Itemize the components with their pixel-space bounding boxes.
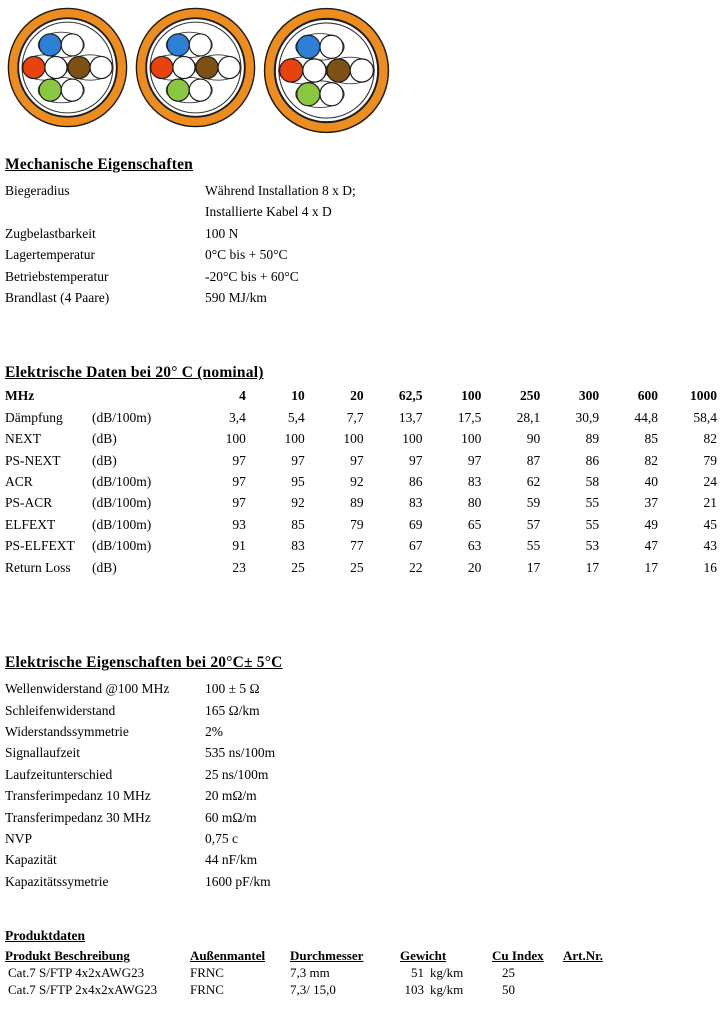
wire-white bbox=[218, 56, 240, 78]
parameter-value: 97 bbox=[409, 452, 423, 468]
parameter-value: 67 bbox=[409, 538, 423, 554]
wire-green bbox=[39, 79, 61, 101]
product-weight-value: 51 bbox=[411, 965, 424, 981]
parameter-value: 30,9 bbox=[575, 409, 600, 425]
product-column-header: Cu Index bbox=[492, 948, 544, 964]
parameter-value: 87 bbox=[526, 452, 541, 468]
parameter-unit: (dB/100m) bbox=[92, 495, 152, 511]
cable-cross-section-diagram-3 bbox=[261, 5, 392, 136]
parameter-value: 100 bbox=[402, 431, 423, 447]
parameter-value: 28,1 bbox=[516, 409, 541, 425]
parameter-value: 85 bbox=[291, 516, 305, 532]
mechanical-property-label: Zugbelastbarkeit bbox=[5, 225, 96, 241]
electrical-table bbox=[5, 385, 717, 578]
wire-white bbox=[189, 34, 211, 56]
mechanical-property-label: Lagertemperatur bbox=[5, 247, 95, 263]
wire-white bbox=[61, 34, 83, 56]
parameter-value: 93 bbox=[232, 516, 246, 532]
parameter-value: 100 bbox=[343, 431, 364, 447]
parameter-value: 7,7 bbox=[346, 409, 364, 425]
parameter-value: 24 bbox=[703, 474, 717, 490]
electrical-table-head bbox=[5, 385, 717, 406]
parameter-value: 100 bbox=[461, 431, 482, 447]
parameter-value: 97 bbox=[467, 452, 482, 468]
electrical-property-label: Widerstandssymmetrie bbox=[5, 723, 129, 739]
product-column-header: Produkt Beschreibung bbox=[5, 948, 130, 964]
parameter-unit: (dB/100m) bbox=[92, 538, 152, 554]
mechanical-heading: Mechanische Eigenschaften bbox=[5, 156, 193, 173]
parameter-unit: (dB/100m) bbox=[92, 409, 152, 425]
parameter-value: 55 bbox=[585, 495, 600, 511]
electrical-property-label: Transferimpedanz 30 MHz bbox=[5, 809, 151, 825]
parameter-value: 79 bbox=[350, 516, 364, 532]
product-diameter: 7,3 mm bbox=[290, 965, 330, 981]
parameter-value: 82 bbox=[703, 431, 717, 447]
mechanical-property-row bbox=[5, 180, 716, 201]
product-weight-value: 103 bbox=[404, 982, 424, 998]
product-heading: Produktdaten bbox=[5, 928, 86, 944]
electrical-property-value: 60 mΩ/m bbox=[205, 809, 257, 825]
parameter-label: PS-ELFEXT bbox=[5, 538, 75, 554]
frequency-header-row bbox=[5, 385, 717, 406]
frequency-header: 4 bbox=[239, 388, 246, 404]
product-column-header: Außenmantel bbox=[190, 948, 266, 964]
electrical-properties-heading: Elektrische Eigenschaften bei 20°C± 5°C bbox=[5, 654, 283, 672]
parameter-value: 13,7 bbox=[398, 409, 423, 425]
parameter-value: 58,4 bbox=[693, 409, 717, 425]
wire-white bbox=[350, 59, 373, 82]
parameter-value: 20 bbox=[467, 559, 482, 575]
parameter-value: 69 bbox=[409, 516, 423, 532]
electrical-property-label: Laufzeitunterschied bbox=[5, 766, 113, 782]
parameter-label: ACR bbox=[5, 474, 33, 490]
wire-white bbox=[173, 56, 195, 78]
mechanical-property-value: -20°C bis + 60°C bbox=[205, 268, 299, 284]
mechanical-rows bbox=[5, 180, 716, 308]
parameter-value: 59 bbox=[526, 495, 541, 511]
parameter-value: 97 bbox=[232, 474, 246, 490]
parameter-value: 89 bbox=[350, 495, 364, 511]
parameter-value: 23 bbox=[232, 559, 246, 575]
product-cu-index: 25 bbox=[502, 965, 515, 981]
electrical-property-row bbox=[5, 828, 716, 849]
electrical-property-row bbox=[5, 721, 716, 742]
parameter-value: 53 bbox=[585, 538, 600, 554]
parameter-unit: (dB) bbox=[92, 431, 117, 447]
product-column-header: Durchmesser bbox=[290, 948, 364, 964]
product-art-nr bbox=[563, 981, 716, 998]
parameter-value: 83 bbox=[467, 474, 482, 490]
mechanical-property-row bbox=[5, 223, 716, 244]
parameter-value: 5,4 bbox=[287, 409, 305, 425]
mechanical-property-row bbox=[5, 244, 716, 265]
product-weight bbox=[400, 964, 492, 981]
electrical-data-row bbox=[5, 514, 717, 535]
electrical-property-value: 535 ns/100m bbox=[205, 745, 276, 761]
electrical-property-row bbox=[5, 742, 716, 763]
electrical-property-label: Kapazitätssymetrie bbox=[5, 873, 109, 889]
wire-white bbox=[61, 79, 83, 101]
product-weight-unit: kg/km bbox=[430, 965, 464, 981]
product-description: Cat.7 S/FTP 2x4x2xAWG23 bbox=[8, 982, 158, 998]
frequency-header: 1000 bbox=[690, 388, 717, 404]
parameter-value: 17,5 bbox=[457, 409, 482, 425]
wire-brown bbox=[68, 56, 90, 78]
electrical-property-label: Schleifenwiderstand bbox=[5, 702, 116, 718]
parameter-value: 55 bbox=[585, 516, 600, 532]
electrical-property-label: Wellenwiderstand @100 MHz bbox=[5, 681, 170, 697]
parameter-value: 89 bbox=[585, 431, 600, 447]
parameter-value: 25 bbox=[350, 559, 364, 575]
wire-white bbox=[45, 56, 67, 78]
product-row bbox=[5, 964, 716, 981]
mechanical-property-row bbox=[5, 201, 716, 222]
cable-cross-section-diagram-2 bbox=[133, 5, 258, 130]
electrical-property-value: 44 nF/km bbox=[205, 852, 258, 868]
parameter-value: 17 bbox=[585, 559, 600, 575]
product-description: Cat.7 S/FTP 4x2xAWG23 bbox=[8, 965, 145, 981]
frequency-header: 600 bbox=[637, 388, 658, 404]
parameter-value: 17 bbox=[644, 559, 658, 575]
mechanical-property-row bbox=[5, 266, 716, 287]
parameter-label: Dämpfung bbox=[5, 409, 63, 425]
electrical-property-row bbox=[5, 849, 716, 870]
mechanical-property-label: Biegeradius bbox=[5, 183, 70, 198]
parameter-value: 97 bbox=[232, 495, 246, 511]
product-column-header: Gewicht bbox=[400, 948, 447, 964]
parameter-value: 43 bbox=[703, 538, 717, 554]
parameter-value: 92 bbox=[350, 474, 364, 490]
product-column-header: Art.Nr. bbox=[563, 948, 603, 964]
wire-green bbox=[167, 79, 189, 101]
parameter-value: 16 bbox=[703, 559, 717, 575]
parameter-value: 37 bbox=[644, 495, 658, 511]
electrical-property-label: NVP bbox=[5, 830, 33, 846]
wire-white bbox=[320, 83, 343, 106]
electrical-data-row bbox=[5, 557, 717, 578]
electrical-property-row bbox=[5, 785, 716, 806]
product-art-nr bbox=[563, 964, 716, 981]
parameter-value: 100 bbox=[284, 431, 305, 447]
electrical-property-row bbox=[5, 807, 716, 828]
unit-header bbox=[92, 385, 187, 406]
product-jacket: FRNC bbox=[190, 965, 224, 981]
electrical-data-row bbox=[5, 492, 717, 513]
parameter-value: 80 bbox=[467, 495, 482, 511]
electrical-property-value: 25 ns/100m bbox=[205, 766, 269, 782]
parameter-value: 47 bbox=[644, 538, 658, 554]
parameter-value: 97 bbox=[291, 452, 305, 468]
parameter-value: 97 bbox=[350, 452, 364, 468]
electrical-data-section bbox=[5, 364, 716, 578]
parameter-value: 55 bbox=[526, 538, 541, 554]
parameter-value: 83 bbox=[409, 495, 423, 511]
mechanical-property-value: 0°C bis + 50°C bbox=[205, 247, 288, 263]
parameter-unit: (dB) bbox=[92, 559, 117, 575]
parameter-value: 86 bbox=[585, 452, 600, 468]
parameter-label: PS-ACR bbox=[5, 495, 53, 511]
parameter-label: Return Loss bbox=[5, 559, 71, 575]
parameter-value: 92 bbox=[291, 495, 305, 511]
wire-white bbox=[320, 35, 343, 58]
frequency-header: 20 bbox=[350, 388, 364, 404]
mechanical-property-label: Betriebstemperatur bbox=[5, 268, 109, 284]
parameter-value: 95 bbox=[291, 474, 305, 490]
electrical-properties-section bbox=[5, 654, 716, 892]
parameter-unit: (dB/100m) bbox=[92, 516, 152, 532]
product-rows bbox=[5, 964, 716, 998]
electrical-property-row bbox=[5, 871, 716, 892]
wire-blue bbox=[167, 34, 189, 56]
electrical-data-row bbox=[5, 471, 717, 492]
mechanical-property-value: Installierte Kabel 4 x D bbox=[205, 204, 332, 220]
parameter-unit: (dB) bbox=[92, 452, 117, 468]
electrical-data-row bbox=[5, 407, 717, 428]
product-weight-unit: kg/km bbox=[430, 982, 464, 998]
wire-red bbox=[151, 56, 173, 78]
parameter-label: NEXT bbox=[5, 431, 41, 447]
wire-brown bbox=[196, 56, 218, 78]
parameter-value: 77 bbox=[350, 538, 364, 554]
electrical-property-label: Transferimpedanz 10 MHz bbox=[5, 788, 151, 804]
electrical-property-value: 2% bbox=[205, 723, 223, 739]
mechanical-property-value: 590 MJ/km bbox=[205, 290, 267, 306]
parameter-value: 83 bbox=[291, 538, 305, 554]
parameter-unit: (dB/100m) bbox=[92, 474, 152, 490]
electrical-property-value: 1600 pF/km bbox=[205, 873, 271, 889]
electrical-data-row bbox=[5, 428, 717, 449]
frequency-header: 250 bbox=[520, 388, 541, 404]
frequency-header: 62,5 bbox=[398, 388, 423, 404]
wire-blue bbox=[297, 35, 320, 58]
mechanical-section bbox=[5, 156, 716, 308]
electrical-property-value: 20 mΩ/m bbox=[205, 788, 257, 804]
wire-white bbox=[90, 56, 112, 78]
mechanical-property-row bbox=[5, 287, 716, 308]
mechanical-property-label bbox=[5, 201, 205, 222]
wire-white bbox=[189, 79, 211, 101]
parameter-value: 91 bbox=[232, 538, 246, 554]
parameter-value: 40 bbox=[644, 474, 658, 490]
electrical-property-row bbox=[5, 764, 716, 785]
product-cu-index: 50 bbox=[502, 982, 515, 998]
parameter-value: 49 bbox=[644, 516, 658, 532]
parameter-label: PS-NEXT bbox=[5, 452, 61, 468]
parameter-value: 82 bbox=[644, 452, 658, 468]
parameter-value: 65 bbox=[467, 516, 482, 532]
electrical-property-value: 0,75 c bbox=[205, 830, 238, 846]
mhz-header: MHz bbox=[5, 388, 35, 404]
parameter-value: 85 bbox=[644, 431, 658, 447]
cable-diagrams bbox=[5, 5, 716, 131]
electrical-property-label: Kapazität bbox=[5, 852, 57, 868]
product-diameter: 7,3/ 15,0 bbox=[290, 982, 336, 998]
wire-red bbox=[23, 56, 45, 78]
product-weight bbox=[400, 981, 492, 998]
parameter-value: 86 bbox=[409, 474, 423, 490]
parameter-value: 44,8 bbox=[634, 409, 658, 425]
parameter-label: ELFEXT bbox=[5, 516, 56, 532]
frequency-header: 300 bbox=[578, 388, 600, 404]
parameter-value: 25 bbox=[291, 559, 305, 575]
product-row bbox=[5, 981, 716, 998]
mechanical-property-value: Während Installation 8 x D; bbox=[205, 183, 356, 198]
parameter-value: 57 bbox=[526, 516, 541, 532]
electrical-property-row bbox=[5, 678, 716, 699]
wire-red bbox=[280, 59, 303, 82]
frequency-header: 100 bbox=[461, 388, 482, 404]
electrical-properties-rows bbox=[5, 678, 716, 892]
electrical-table-body bbox=[5, 407, 717, 578]
parameter-value: 17 bbox=[526, 559, 541, 575]
parameter-value: 100 bbox=[225, 431, 246, 447]
electrical-property-value: 100 ± 5 Ω bbox=[205, 681, 260, 697]
electrical-property-label: Signallaufzeit bbox=[5, 745, 80, 761]
parameter-value: 45 bbox=[703, 516, 717, 532]
parameter-value: 58 bbox=[585, 474, 600, 490]
parameter-value: 21 bbox=[703, 495, 717, 511]
frequency-header: 10 bbox=[291, 388, 305, 404]
wire-white bbox=[303, 59, 326, 82]
electrical-property-value: 165 Ω/km bbox=[205, 702, 260, 718]
electrical-data-row bbox=[5, 535, 717, 556]
wire-brown bbox=[327, 59, 350, 82]
parameter-value: 22 bbox=[409, 559, 423, 575]
product-table-header bbox=[5, 947, 716, 964]
electrical-data-heading: Elektrische Daten bei 20° C (nominal) bbox=[5, 364, 264, 382]
mechanical-property-value: 100 N bbox=[205, 225, 239, 241]
electrical-property-row bbox=[5, 700, 716, 721]
cable-cross-section-diagram-1 bbox=[5, 5, 130, 130]
parameter-value: 3,4 bbox=[229, 409, 246, 425]
parameter-value: 62 bbox=[526, 474, 541, 490]
product-jacket: FRNC bbox=[190, 982, 224, 998]
product-section bbox=[5, 928, 716, 998]
parameter-value: 63 bbox=[467, 538, 482, 554]
mechanical-property-label: Brandlast (4 Paare) bbox=[5, 290, 110, 306]
parameter-value: 79 bbox=[703, 452, 717, 468]
wire-blue bbox=[39, 34, 61, 56]
electrical-data-row bbox=[5, 450, 717, 471]
parameter-value: 97 bbox=[232, 452, 246, 468]
wire-green bbox=[297, 83, 320, 106]
parameter-value: 90 bbox=[526, 431, 541, 447]
